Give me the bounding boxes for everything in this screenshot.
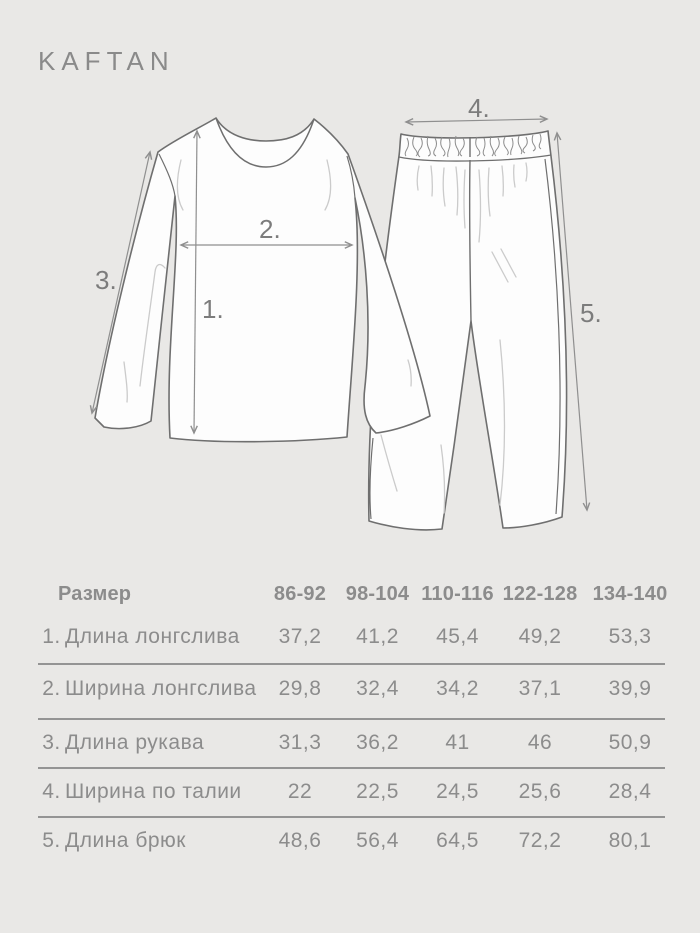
- measurement-value: 24,5: [436, 780, 479, 803]
- measurement-value: 53,3: [608, 625, 652, 648]
- table-divider: [38, 767, 665, 769]
- size-column-header: 110-116: [421, 582, 494, 605]
- table-divider: [38, 816, 665, 818]
- measurement-value: 41,2: [356, 625, 399, 648]
- measurement-value: 37,1: [518, 677, 562, 700]
- row-number: 3.: [42, 731, 61, 754]
- size-column-header: 122-128: [502, 582, 578, 605]
- row-number: 1.: [42, 625, 61, 648]
- measurement-value: 72,2: [518, 829, 562, 852]
- measure-label-4: 4.: [468, 93, 490, 123]
- table-row: [38, 618, 678, 656]
- table-row: [38, 771, 678, 813]
- table-divider: [38, 718, 665, 720]
- row-label: Ширина лонгслива: [65, 677, 257, 700]
- table-row: [38, 820, 678, 862]
- brand-logo: KAFTAN: [38, 46, 175, 76]
- measurement-value: 34,2: [436, 677, 479, 700]
- measurement-value: 25,6: [518, 780, 562, 803]
- size-column-header: 98-104: [345, 582, 410, 605]
- measurement-value: 45,4: [436, 625, 479, 648]
- size-table: [38, 576, 678, 886]
- table-row: [38, 722, 678, 764]
- size-column-header: 134-140: [592, 582, 668, 605]
- measure-label-1: 1.: [202, 294, 224, 324]
- measurement-value: 39,9: [608, 677, 652, 700]
- table-divider: [38, 663, 665, 665]
- measurement-value: 37,2: [278, 625, 322, 648]
- measurement-value: 29,8: [278, 677, 322, 700]
- measurement-value: 56,4: [356, 829, 399, 852]
- row-label: Длина лонгслива: [65, 625, 240, 648]
- measurement-value: 50,9: [608, 731, 652, 754]
- measurement-value: 31,3: [278, 731, 322, 754]
- measurement-value: 49,2: [518, 625, 562, 648]
- measurement-value: 32,4: [356, 677, 399, 700]
- measurement-value: 36,2: [356, 731, 399, 754]
- measurement-value: 46: [527, 731, 553, 754]
- row-label: Ширина по талии: [65, 780, 242, 803]
- table-row: [38, 668, 678, 710]
- measurement-value: 28,4: [608, 780, 652, 803]
- measure-label-5: 5.: [580, 298, 602, 328]
- table-header-row: [38, 576, 678, 612]
- size-header-label: Размер: [58, 582, 132, 605]
- size-column-header: 86-92: [273, 582, 327, 605]
- measurement-value: 22: [287, 780, 313, 803]
- row-label: Длина брюк: [65, 829, 186, 852]
- measurement-value: 22,5: [356, 780, 399, 803]
- measurement-value: 48,6: [278, 829, 322, 852]
- row-number: 5.: [42, 829, 61, 852]
- row-number: 2.: [42, 677, 61, 700]
- row-label: Длина рукава: [65, 731, 205, 754]
- measurement-value: 41: [445, 731, 470, 754]
- measure-label-2: 2.: [259, 214, 281, 244]
- measure-label-3: 3.: [95, 265, 117, 295]
- measurement-value: 64,5: [436, 829, 479, 852]
- measurement-value: 80,1: [608, 829, 652, 852]
- row-number: 4.: [42, 780, 61, 803]
